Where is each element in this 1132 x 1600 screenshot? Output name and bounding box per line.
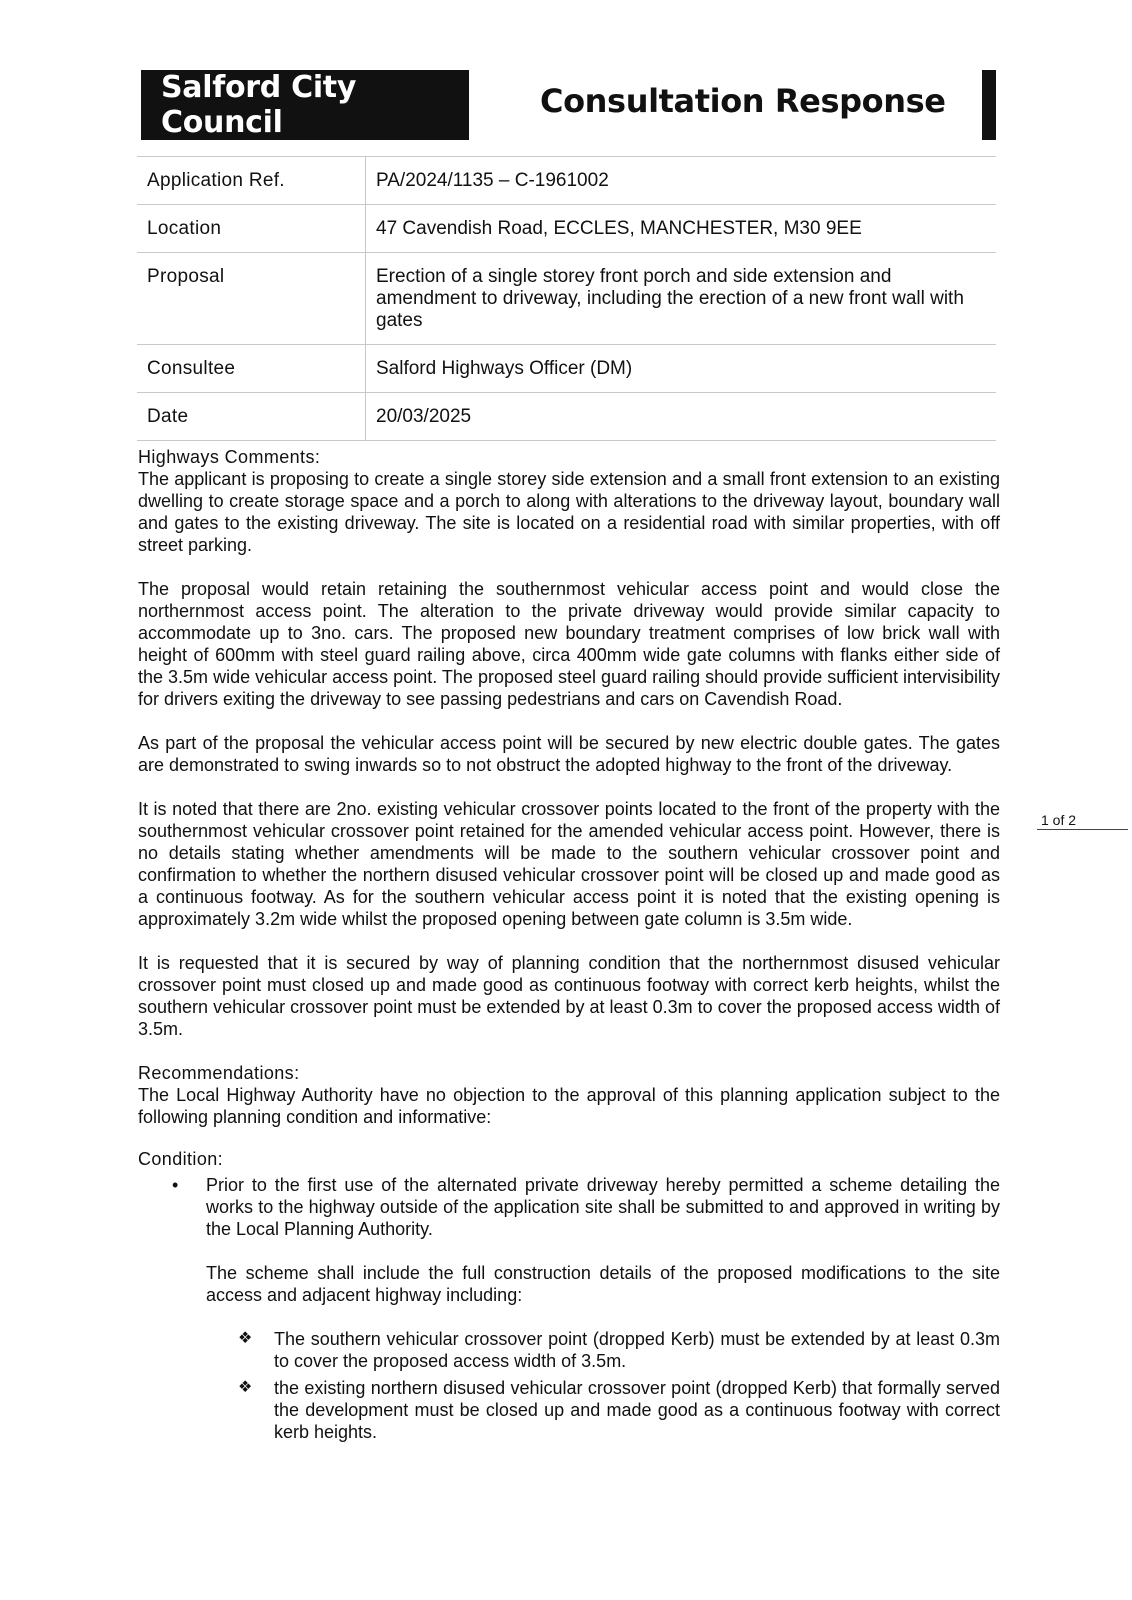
row-label: Application Ref.: [137, 157, 366, 205]
recommendations-heading: Recommendations:: [138, 1063, 300, 1083]
recommendations-text: The Local Highway Authority have no objection to the approval of this planning application subject to the following planning condition and informative:: [138, 1085, 1000, 1127]
diamond-bullet-icon: ❖: [238, 1379, 253, 1396]
row-label: Location: [137, 205, 366, 253]
row-value: Salford Highways Officer (DM): [366, 345, 997, 393]
table-row: [137, 253, 996, 345]
condition-list: [138, 1174, 1000, 1443]
list-item: [238, 1328, 1000, 1372]
table-row: [137, 205, 996, 253]
condition-paragraph: The scheme shall include the full construction details of the proposed modifications to the site access and adjacent highway including:: [206, 1263, 1000, 1305]
council-name: Salford City Council: [161, 70, 357, 140]
paragraph: It is noted that there are 2no. existing vehicular crossover points located to the front of the property with the southernmost vehicular crossover point retained for the amended vehicular access point. However, there is no details stating whether amendments will be made to the southern vehicular crossover point and confirmation to whether the northern disused vehicular crossover point will be closed up and made good as a continuous footway. As for the southern vehicular access point it is noted that the existing opening is approximately 3.2m wide whilst the proposed opening between gate column is 3.5m wide.: [138, 799, 1000, 929]
document-title: Consultation Response: [540, 82, 946, 120]
sub-item-text: the existing northern disused vehicular crossover point (dropped Kerb) that formally served the development must be closed up and made good as a continuous footway with correct kerb heights.: [274, 1378, 1000, 1442]
condition-paragraph: Prior to the first use of the alternated private driveway hereby permitted a scheme detailing the works to the highway outside of the application site shall be submitted to and approved in writing by the Local Planning Authority.: [206, 1175, 1000, 1239]
highways-comments-section: [138, 446, 1000, 556]
condition-sub-list: [206, 1328, 1000, 1443]
council-logo: [141, 70, 469, 140]
bullet-icon: •: [172, 1175, 179, 1195]
row-value: Erection of a single storey front porch and side extension and amendment to driveway, including the erection of a new front wall with gates: [366, 253, 997, 345]
row-value: 47 Cavendish Road, ECCLES, MANCHESTER, M30 9EE: [366, 205, 997, 253]
list-item: [238, 1377, 1000, 1443]
paragraph: The applicant is proposing to create a single storey side extension and a small front extension to an existing dwelling to create storage space and a porch to along with alterations to the driveway layout, boundary wall and gates to the existing driveway. The site is located on a residential road with similar properties, with off street parking.: [138, 469, 1000, 555]
recommendations-section: [138, 1062, 1000, 1128]
page-number: 1 of 2: [1037, 812, 1128, 830]
condition-heading: Condition:: [138, 1149, 224, 1169]
highways-comments-heading: Highways Comments:: [138, 447, 321, 467]
reference-table: [137, 156, 996, 441]
header-bar-decoration: [982, 70, 996, 140]
row-label: Consultee: [137, 345, 366, 393]
table-row: [137, 393, 996, 441]
sub-item-text: The southern vehicular crossover point (dropped Kerb) must be extended by at least 0.3m to cover the proposed access width of 3.5m.: [274, 1329, 1000, 1371]
table-row: [137, 157, 996, 205]
table-row: [137, 345, 996, 393]
paragraph: It is requested that it is secured by way of planning condition that the northernmost disused vehicular crossover point must closed up and made good as continuous footway with correct kerb heights, whilst the southern vehicular crossover point must be extended by at least 0.3m to cover the proposed access width of 3.5m.: [138, 953, 1000, 1039]
list-item: [172, 1174, 1000, 1443]
paragraph: The proposal would retain retaining the southernmost vehicular access point and would close the northernmost access point. The alteration to the private driveway would provide similar capacity to accommodate up to 3no. cars. The proposed new boundary treatment comprises of low brick wall with height of 600mm with steel guard railing above, circa 400mm wide gate columns with flanks either side of the 3.5m wide vehicular access point. The proposed steel guard railing should provide sufficient intervisibility for drivers exiting the driveway to see passing pedestrians and cars on Cavendish Road.: [138, 579, 1000, 709]
document-body: [138, 446, 1000, 1448]
diamond-bullet-icon: ❖: [238, 1330, 253, 1347]
row-label: Date: [137, 393, 366, 441]
row-value: 20/03/2025: [366, 393, 997, 441]
row-value: PA/2024/1135 – C-1961002: [366, 157, 997, 205]
row-label: Proposal: [137, 253, 366, 345]
paragraph: As part of the proposal the vehicular access point will be secured by new electric double gates. The gates are demonstrated to swing inwards so to not obstruct the adopted highway to the front of the driveway.: [138, 733, 1000, 775]
